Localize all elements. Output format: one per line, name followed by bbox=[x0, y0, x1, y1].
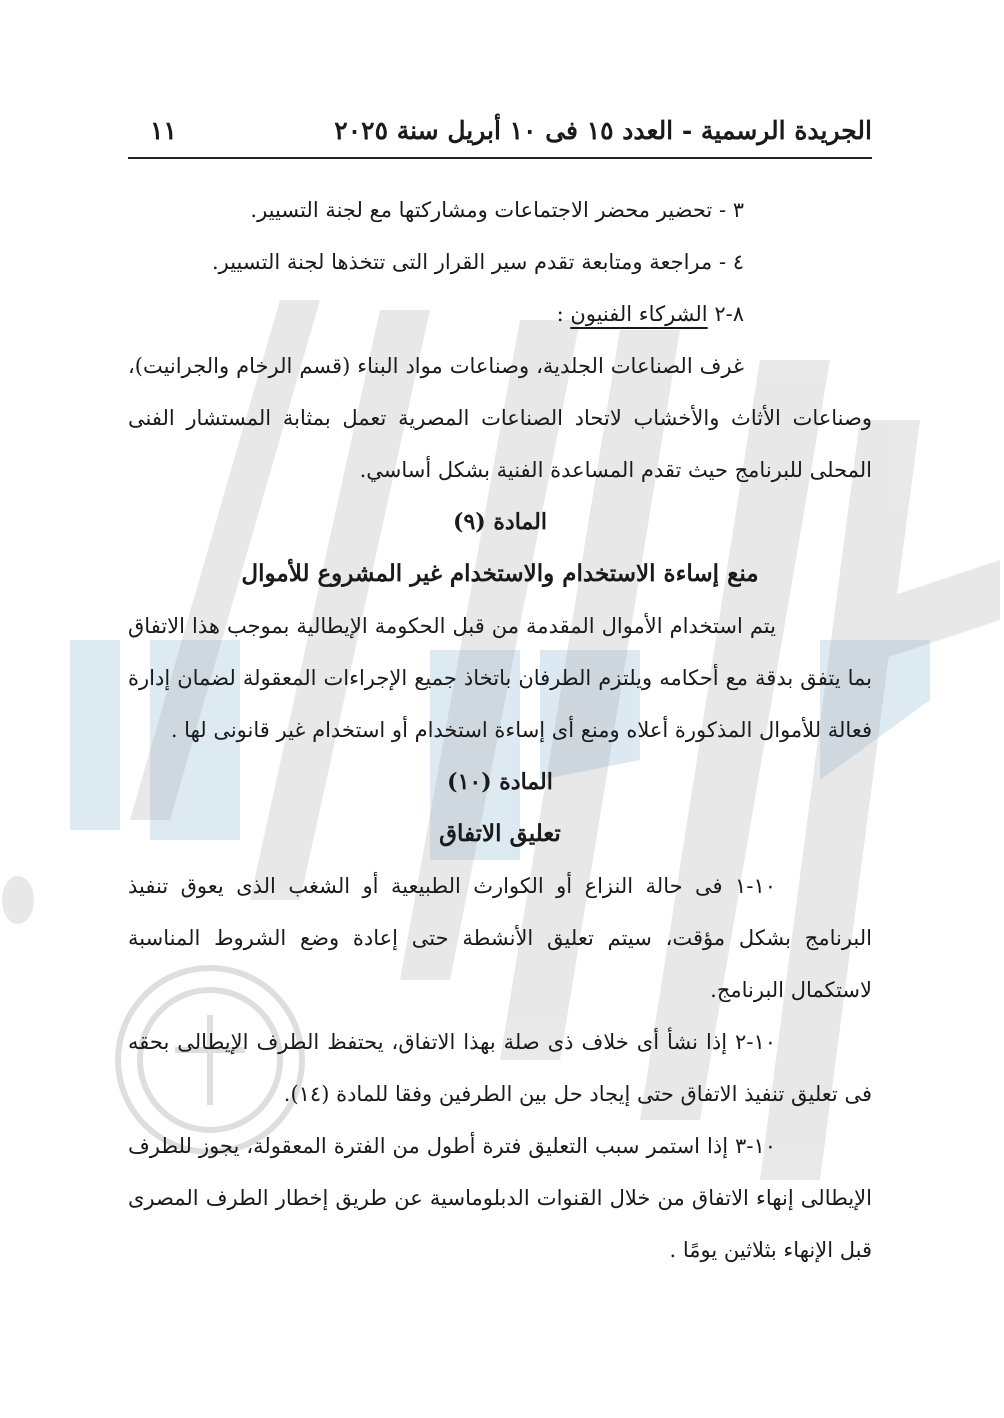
document-body bbox=[128, 184, 872, 1276]
header-title: الجريدة الرسمية - العدد ١٥ فى ١٠ أبريل سنة ٢٠٢٥ bbox=[334, 116, 872, 145]
section-heading-8-2 bbox=[128, 288, 872, 340]
list-item: ٤ - مراجعة ومتابعة تقدم سير القرار التى تتخذها لجنة التسيير. bbox=[211, 250, 744, 274]
list-item: ٣ - تحضير محضر الاجتماعات ومشاركتها مع لجنة التسيير. bbox=[250, 198, 744, 222]
article-9-title: المادة (٩) bbox=[453, 509, 547, 535]
section-suffix: : bbox=[556, 302, 571, 326]
section-paragraph: غرف الصناعات الجلدية، وصناعات مواد البناء (قسم الرخام والجرانيت)، وصناعات الأثاث والأخشاب لاتحاد الصناعات المصرية تعمل بمثابة المستشار الفنى المحلى للبرنامج حيث تقدم المساعدة الفنية بشكل أساسي. bbox=[128, 354, 872, 482]
header-divider bbox=[128, 157, 872, 159]
article-10-clause: ١٠-٢ إذا نشأ أى خلاف ذى صلة بهذا الاتفاق، يحتفظ الطرف الإيطالى بحقه فى تعليق تنفيذ الاتفاق حتى إيجاد حل بين الطرفين وفقا للمادة (١٤). bbox=[128, 1030, 872, 1106]
article-10-clause: ١٠-١ فى حالة النزاع أو الكوارث الطبيعية أو الشغب الذى يعوق تنفيذ البرنامج بشكل مؤقت، سيتم تعليق الأنشطة حتى إعادة وضع الشروط المناسبة لاستكمال البرنامج. bbox=[128, 874, 872, 1002]
article-10-subtitle: تعليق الاتفاق bbox=[439, 820, 561, 847]
section-label: الشركاء الفنيون bbox=[570, 302, 708, 326]
section-number: ٨-٢ bbox=[707, 302, 744, 326]
page-number: ١١ bbox=[150, 116, 177, 145]
article-9-paragraph: يتم استخدام الأموال المقدمة من قبل الحكومة الإيطالية بموجب هذا الاتفاق بما يتفق بدقة مع أحكامه ويلتزم الطرفان باتخاذ جميع الإجراءات المعقولة لضمان إدارة فعالة للأموال المذكورة أعلاه ومنع أى إساءة استخدام أو استخدام غير قانونى لها . bbox=[128, 614, 872, 742]
article-10-clause: ١٠-٣ إذا استمر سبب التعليق فترة أطول من الفترة المعقولة، يجوز للطرف الإيطالى إنهاء الاتفاق من خلال القنوات الدبلوماسية عن طريق إخطار الطرف المصرى قبل الإنهاء بثلاثين يومًا . bbox=[128, 1134, 872, 1262]
article-9-subtitle: منع إساءة الاستخدام والاستخدام غير المشروع للأموال bbox=[241, 560, 759, 587]
article-10-title: المادة (١٠) bbox=[447, 769, 553, 795]
running-header bbox=[128, 112, 872, 152]
